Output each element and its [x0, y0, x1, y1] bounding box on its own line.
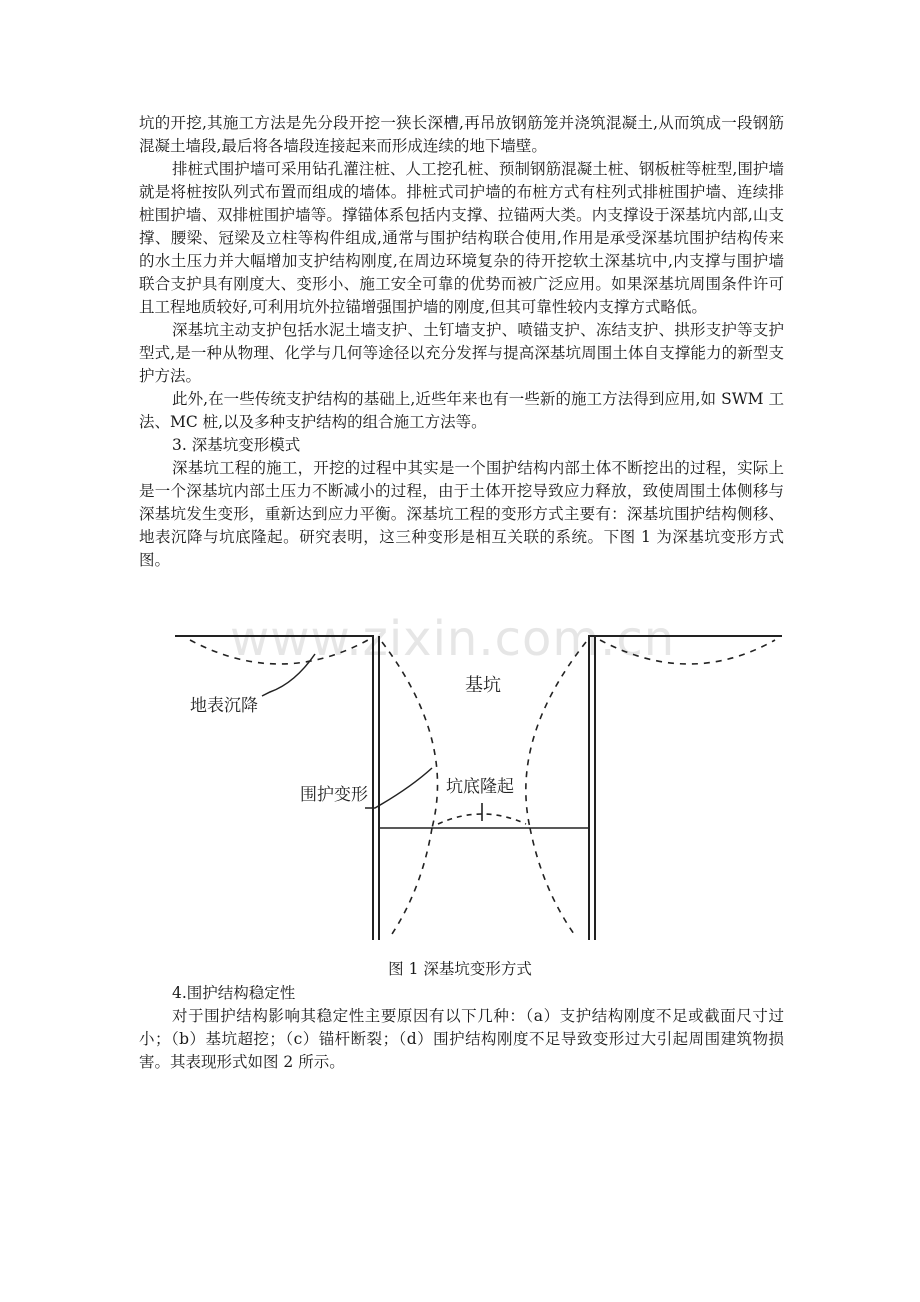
section-4-block: [139, 982, 784, 1074]
figure-1-diagram: [170, 628, 784, 946]
paragraph-pile-walls: 排桩式围护墙可采用钻孔灌注桩、人工挖孔桩、预制钢筋混凝土桩、钢板桩等桩型,围护墙就是将桩按队列式布置而组成的墙体。排桩式司护墙的布桩方式有柱列式排桩围护墙、连续排桩围护墙、双排桩围护墙等。撑锚体系包括内支撑、拉锚两大类。内支撑设于深基坑内部,山支撑、腰梁、冠梁及立柱等构件组成,通常与围护结构联合使用,作用是承受深基坑围护结构传来的水土压力并大幅增加支护结构刚度,在周边环境复杂的待开挖软土深基坑中,内支撑与围护墙联合支护具有刚度大、变形小、施工安全可靠的优势而被广泛应用。如果深基坑周围条件许可且工程地质较好,可利用坑外拉锚增强围护墙的刚度,但其可靠性较内支撑方式略低。: [139, 160, 784, 316]
watermark: www.zixin.com.cn: [230, 611, 676, 667]
settlement-curve-left: [190, 640, 368, 664]
label-pit: 基坑: [465, 675, 501, 696]
section-4-paragraph: 对于围护结构影响其稳定性主要原因有以下几种：（a）支护结构刚度不足或截面尺寸过小；（b）基坑超挖；（c）锚杆断裂；（d）围护结构刚度不足导致变形过大引起周围建筑物损害。其表现形式如图 2 所示。: [139, 1007, 784, 1071]
wall-deformation-right-upper: [526, 642, 586, 828]
body-text: [139, 112, 784, 572]
deformation-leader-line: [365, 768, 432, 808]
label-bottom-heave: 坑底隆起: [446, 777, 514, 797]
paragraph-continuation: 坑的开挖,其施工方法是先分段开挖一狭长深槽,再吊放钢筋笼并浇筑混凝土,从而筑成一段钢筋混凝土墙段,最后将各墙段连接起来而形成连续的地下墙壁。: [139, 114, 784, 155]
wall-deformation-left-upper: [382, 642, 438, 828]
settlement-leader-line: [262, 654, 315, 696]
settlement-curve-right: [600, 640, 775, 664]
wall-deformation-right-lower: [530, 828, 574, 934]
paragraph-active-support: 深基坑主动支护包括水泥土墙支护、土钉墙支护、喷锚支护、冻结支护、拱形支护等支护型式,是一种从物理、化学与几何等途径以充分发挥与提高深基坑周围土体自支撑能力的新型支护方法。: [139, 321, 784, 385]
section-4-heading: 4.围护结构稳定性: [172, 984, 296, 1002]
wall-deformation-left-lower: [392, 828, 432, 934]
paragraph-new-methods: 此外,在一些传统支护结构的基础上,近些年来也有一些新的施工方法得到应用,如 SWM 工法、MC 桩,以及多种支护结构的组合施工方法等。: [139, 390, 784, 431]
label-ground-settlement: 地表沉降: [190, 696, 258, 716]
section-3-paragraph: 深基坑工程的施工，开挖的过程中其实是一个围护结构内部土体不断挖出的过程，实际上是一个深基坑内部土压力不断减小的过程，由于土体开挖导致应力释放，致使周围土体侧移与深基坑发生变形，重新达到应力平衡。深基坑工程的变形方式主要有：深基坑围护结构侧移、地表沉降与坑底隆起。研究表明，这三种变形是相互关联的系统。下图 1 为深基坑变形方式图。: [139, 459, 784, 569]
deformation-diagram-svg: [170, 628, 784, 946]
figure-1-caption: 图 1 深基坑变形方式: [388, 960, 532, 978]
section-3-heading: 3. 深基坑变形模式: [172, 436, 301, 454]
label-retaining-deformation: 围护变形: [300, 785, 368, 805]
